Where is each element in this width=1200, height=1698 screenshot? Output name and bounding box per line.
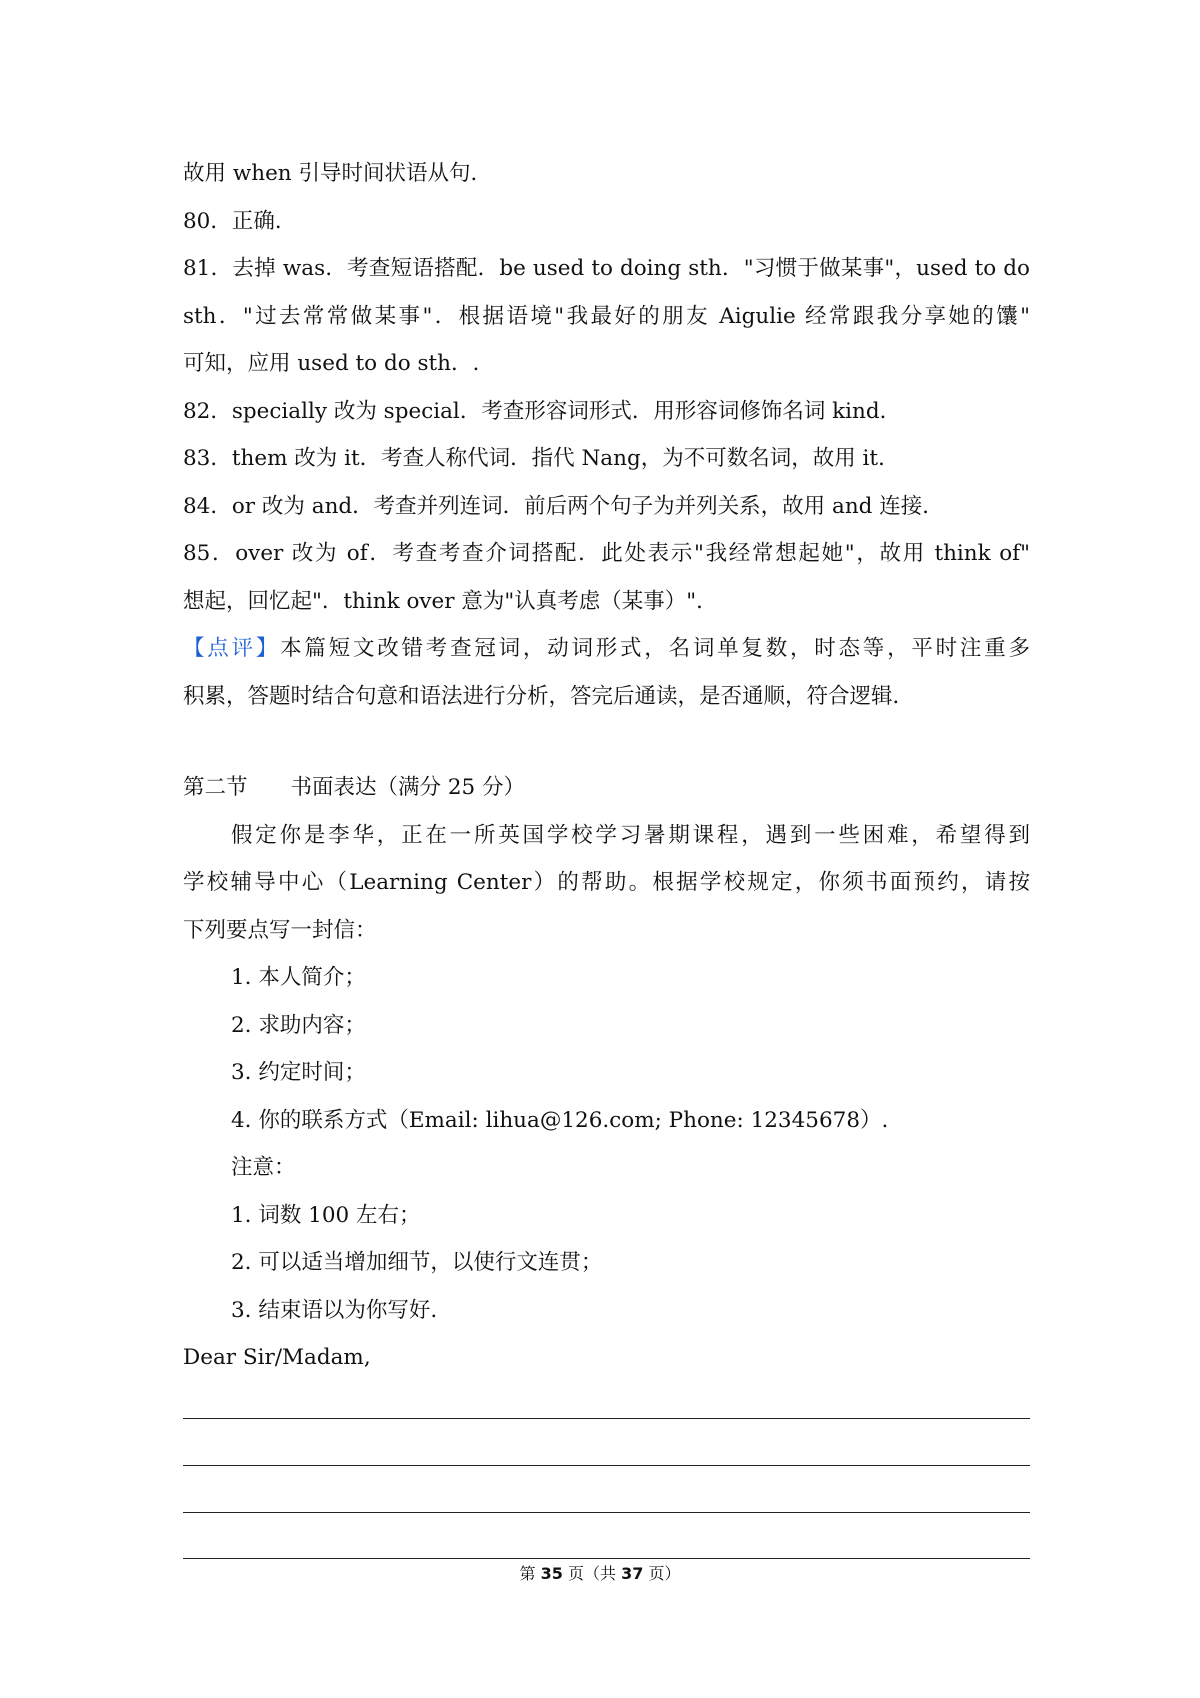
- prompt-line-3: 下列要点写一封信：: [183, 917, 377, 943]
- page-footer: 第 35 页（共 37 页）: [519, 1564, 681, 1583]
- answer-blank-line: [183, 1465, 1030, 1466]
- answer-blank-line: [183, 1558, 1030, 1559]
- answer-81-line-2: sth．"过去常常做某事"．根据语境"我最好的朋友 Aigulie 经常跟我分享她的馕": [183, 303, 1030, 329]
- answer-line-when: 故用 when 引导时间状语从句．: [183, 161, 492, 186]
- comment-tag: 【点评】: [183, 636, 281, 661]
- prompt-line-1: 假定你是李华，正在一所英国学校学习暑期课程，遇到一些困难，希望得到: [231, 822, 1030, 848]
- current-page-number: 35: [540, 1564, 563, 1583]
- answer-80: 80．正确．: [183, 208, 297, 234]
- answer-85-line-2: 想起，回忆起"．think over 意为"认真考虑（某事）"．: [183, 588, 718, 614]
- comment-line-1: [183, 625, 1030, 673]
- comment-line-2: 积累，答题时结合句意和语法进行分析，答完后通读，是否通顺，符合逻辑．: [183, 683, 915, 709]
- note-item: 1. 词数 100 左右；: [231, 1202, 421, 1228]
- requirement-item: 3. 约定时间；: [231, 1060, 366, 1085]
- note-label: 注意：: [231, 1155, 296, 1180]
- comment-text-1: 本篇短文改错考查冠词，动词形式，名词单复数，时态等，平时注重多: [280, 636, 1030, 661]
- answer-blank-line: [183, 1512, 1030, 1513]
- answer-81-line-3: 可知，应用 used to do sth．.: [183, 351, 480, 376]
- answer-81-line-1: 81．去掉 was．考查短语搭配．be used to doing sth．"习惯于做某事"，used to do: [183, 256, 1030, 281]
- section-heading: 第二节 书面表达（满分 25 分）: [183, 775, 526, 800]
- answer-84: 84．or 改为 and．考查并列连词．前后两个句子为并列关系，故用 and 连接．: [183, 493, 944, 519]
- requirement-item: 4. 你的联系方式（Email: lihua@126.com; Phone: 12345678）.: [231, 1107, 889, 1133]
- note-item: 3. 结束语以为你写好.: [231, 1297, 438, 1323]
- prompt-line-2: 学校辅导中心（Learning Center）的帮助。根据学校规定，你须书面预约，请按: [183, 870, 1030, 895]
- page-content: [183, 150, 1030, 1382]
- note-item: 2. 可以适当增加细节，以使行文连贯；: [231, 1250, 603, 1275]
- answer-83: 83．them 改为 it．考查人称代词．指代 Nang，为不可数名词，故用 it．: [183, 446, 900, 471]
- total-page-number: 37: [621, 1564, 644, 1583]
- requirement-item: 1. 本人简介；: [231, 965, 366, 990]
- answer-82: 82．specially 改为 special．考查形容词形式．用形容词修饰名词 kind．: [183, 398, 902, 424]
- requirement-item: 2. 求助内容；: [231, 1012, 366, 1038]
- answer-85-line-1: 85．over 改为 of．考查考查介词搭配．此处表示"我经常想起她"，故用 think of": [183, 541, 1030, 566]
- salutation: Dear Sir/Madam,: [183, 1345, 371, 1370]
- section-gap: [183, 720, 1030, 764]
- answer-blank-line: [183, 1418, 1030, 1419]
